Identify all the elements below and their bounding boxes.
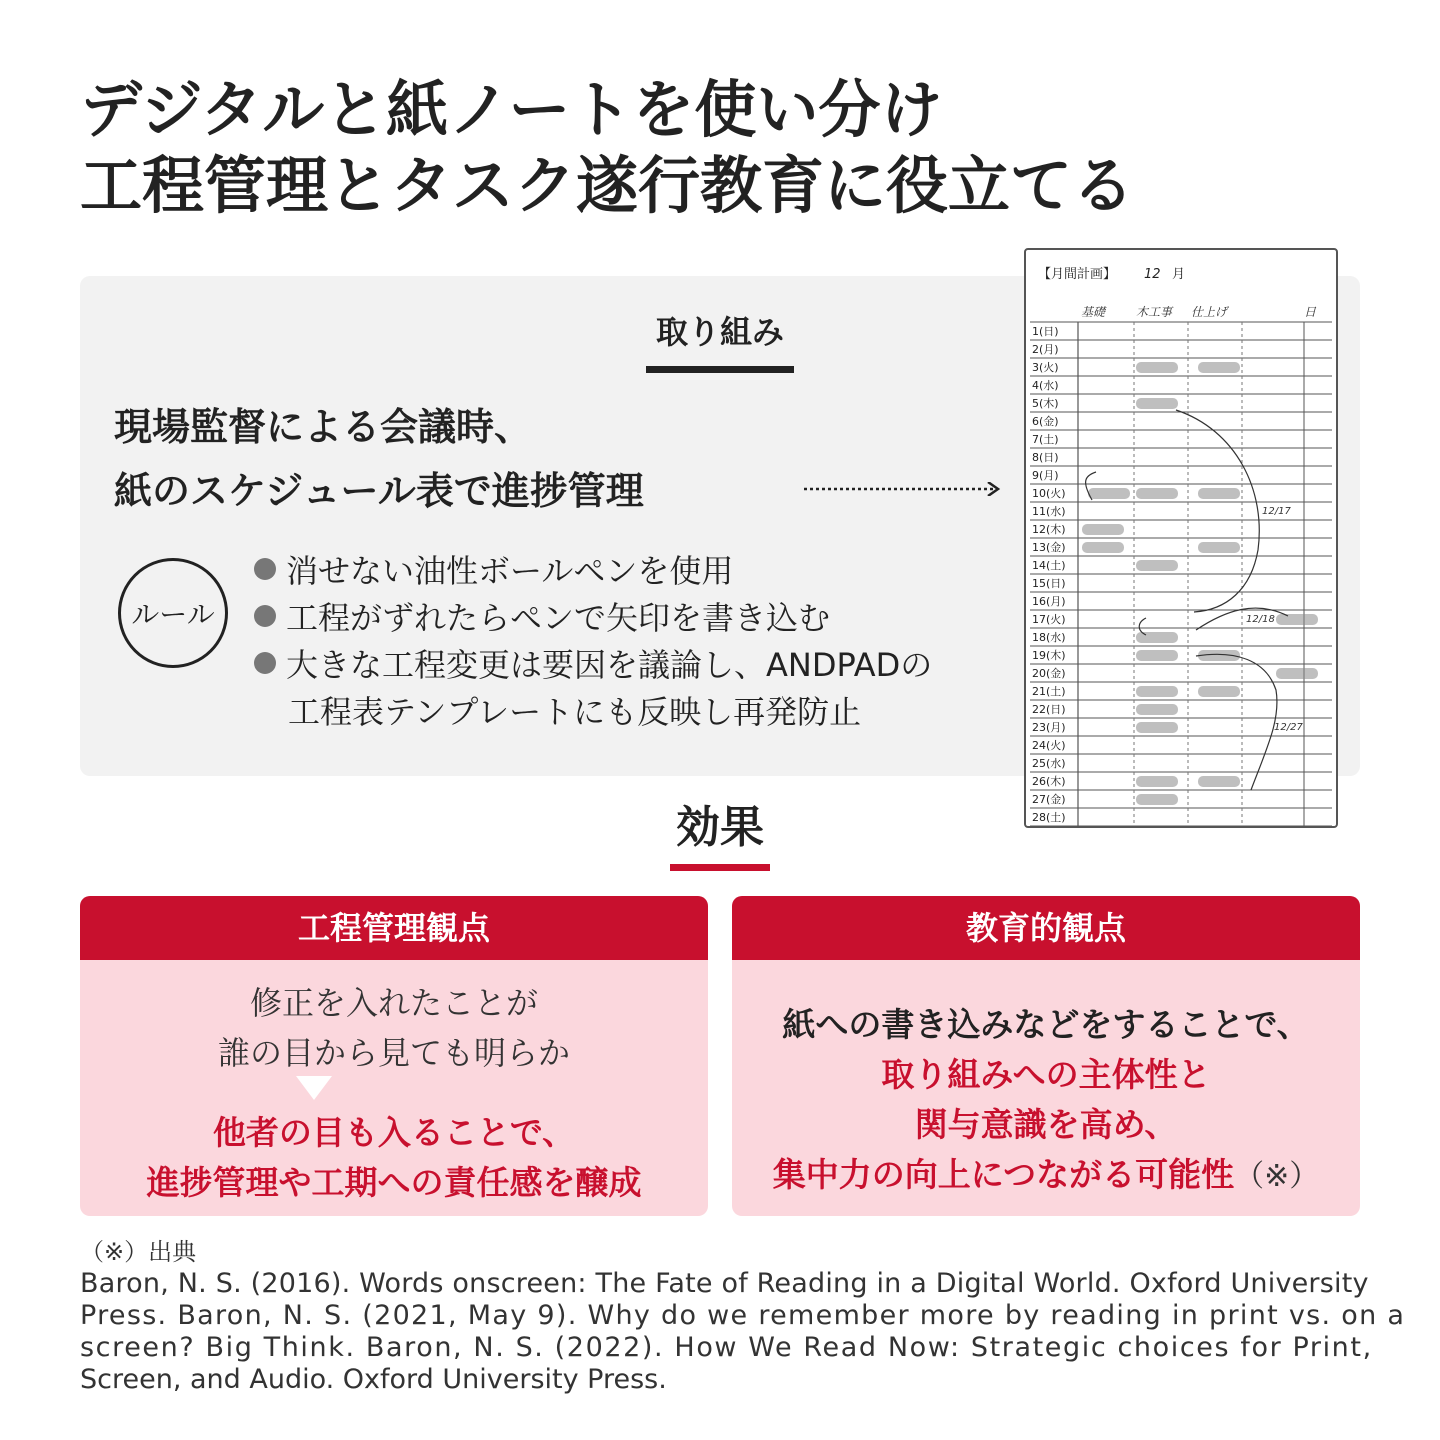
handwritten-entry	[1136, 686, 1178, 697]
process-observation: 修正を入れたことが 誰の目から見ても明らか	[217, 984, 570, 1072]
schedule-day-label: 1(日)	[1032, 325, 1059, 338]
schedule-day-label: 3(火)	[1032, 361, 1059, 374]
handwritten-date-note: 12/27	[1274, 722, 1303, 733]
handwritten-entry	[1136, 704, 1178, 715]
bullet-icon	[254, 558, 276, 580]
schedule-day-label: 20(金)	[1032, 667, 1066, 680]
schedule-day-label: 16(月)	[1032, 595, 1066, 608]
schedule-day-label: 13(金)	[1032, 541, 1066, 554]
schedule-day-label: 25(水)	[1032, 757, 1066, 770]
handwritten-date-note: 12/17	[1262, 506, 1291, 517]
schedule-day-label: 5(木)	[1032, 397, 1059, 410]
dotted-arrow-icon	[804, 482, 1004, 496]
handwritten-entry	[1198, 776, 1240, 787]
page-title	[80, 72, 1134, 224]
schedule-day-label: 18(水)	[1032, 631, 1066, 644]
handwritten-entry	[1136, 722, 1178, 733]
rule-badge: ルール	[118, 558, 228, 668]
handwritten-entry	[1198, 686, 1240, 697]
footnote	[80, 1236, 1406, 1396]
schedule-day-label: 21(土)	[1032, 685, 1066, 698]
schedule-column-label: 木工事	[1136, 305, 1173, 319]
reference-line: Screen, and Audio. Oxford University Press.	[80, 1364, 667, 1395]
education-result: 紙への書き込みなどをすることで、 取り組みへの主体性と 関与意識を高め、 集中力の向上につながる可能性（※）	[772, 1005, 1320, 1194]
schedule-day-label: 12(木)	[1032, 523, 1066, 536]
handwritten-entry	[1198, 362, 1240, 373]
effects-heading: 効果	[670, 800, 770, 871]
schedule-day-label: 15(日)	[1032, 577, 1066, 590]
education-viewpoint-header: 教育的観点	[732, 896, 1360, 960]
handwritten-entry	[1136, 488, 1178, 499]
footnote-label: （※）出典	[80, 1238, 197, 1266]
title-line-1: デジタルと紙ノートを使い分け	[80, 73, 943, 146]
handwritten-entry	[1136, 362, 1178, 373]
schedule-month-suffix: 月	[1172, 267, 1186, 282]
schedule-day-label: 28(土)	[1032, 811, 1066, 824]
rule-item: 消せない油性ボールペンを使用	[254, 548, 932, 595]
handwritten-entry	[1088, 488, 1130, 499]
rule-item: 大きな工程変更は要因を議論し、ANDPADの	[254, 642, 932, 689]
handwritten-entry	[1136, 560, 1178, 571]
handwritten-entry	[1082, 524, 1124, 535]
handwritten-entry	[1136, 776, 1178, 787]
rule-item: 工程がずれたらペンで矢印を書き込む	[254, 595, 932, 642]
rule-list	[254, 548, 932, 736]
handwritten-entry	[1082, 542, 1124, 553]
schedule-day-label: 7(土)	[1032, 433, 1059, 446]
handwritten-entry	[1276, 668, 1318, 679]
approach-heading: 取り組み	[646, 310, 794, 373]
handwritten-entry	[1136, 794, 1178, 805]
approach-main-line-2: 紙のスケジュール表で進捗管理	[114, 469, 644, 513]
process-viewpoint-card	[80, 896, 708, 1216]
handwritten-entry	[1136, 398, 1178, 409]
approach-main-line-1: 現場監督による会議時、	[114, 405, 533, 449]
education-viewpoint-card	[732, 896, 1360, 1216]
reference-line: Press. Baron, N. S. (2021, May 9). Why do we remember more by reading in print vs. on a	[80, 1300, 1406, 1331]
rule-item-continued: 工程表テンプレートにも反映し再発防止	[288, 693, 862, 731]
schedule-day-label: 17(火)	[1032, 613, 1066, 626]
bullet-icon	[254, 605, 276, 627]
schedule-header: 【月間計画】	[1038, 267, 1117, 282]
schedule-month-value: 12	[1144, 267, 1161, 282]
handwritten-entry	[1198, 542, 1240, 553]
schedule-column-label: 日	[1304, 305, 1317, 319]
schedule-day-label: 24(火)	[1032, 739, 1066, 752]
down-triangle-icon	[296, 1076, 332, 1100]
handwritten-entry	[1276, 614, 1318, 625]
schedule-day-label: 6(金)	[1032, 415, 1059, 428]
reference-line: Baron, N. S. (2016). Words onscreen: The Fate of Reading in a Digital World. Oxford University	[80, 1268, 1369, 1299]
schedule-day-label: 23(月)	[1032, 721, 1066, 734]
handwritten-entry	[1136, 650, 1178, 661]
schedule-day-label: 9(月)	[1032, 469, 1059, 482]
reference-line: screen? Big Think. Baron, N. S. (2022). How We Read Now: Strategic choices for Print,	[80, 1332, 1373, 1363]
schedule-day-label: 10(火)	[1032, 487, 1066, 500]
bullet-icon	[254, 652, 276, 674]
note-mark: （※）	[1234, 1159, 1320, 1194]
schedule-day-label: 11(水)	[1032, 505, 1066, 518]
handwritten-entry	[1198, 488, 1240, 499]
process-viewpoint-header: 工程管理観点	[80, 896, 708, 960]
handwritten-arrow	[1196, 654, 1277, 790]
schedule-column-label: 基礎	[1081, 305, 1106, 319]
schedule-day-label: 22(日)	[1032, 703, 1066, 716]
handwritten-date-note: 12/18	[1246, 614, 1275, 625]
schedule-day-label: 19(木)	[1032, 649, 1066, 662]
schedule-day-label: 2(月)	[1032, 343, 1059, 356]
schedule-sheet-photo	[1024, 248, 1338, 828]
title-line-2: 工程管理とタスク遂行教育に役立てる	[80, 149, 1135, 222]
schedule-day-label: 27(金)	[1032, 793, 1066, 806]
schedule-sheet-drawing	[1026, 250, 1336, 826]
handwritten-entry	[1136, 632, 1178, 643]
process-result: 他者の目も入ることで、 進捗管理や工期への責任感を醸成	[146, 1113, 642, 1202]
schedule-day-label: 4(水)	[1032, 379, 1059, 392]
schedule-column-label: 仕上げ	[1191, 305, 1228, 319]
schedule-day-label: 8(日)	[1032, 451, 1059, 464]
schedule-day-label: 26(木)	[1032, 775, 1066, 788]
schedule-day-label: 14(土)	[1032, 559, 1066, 572]
